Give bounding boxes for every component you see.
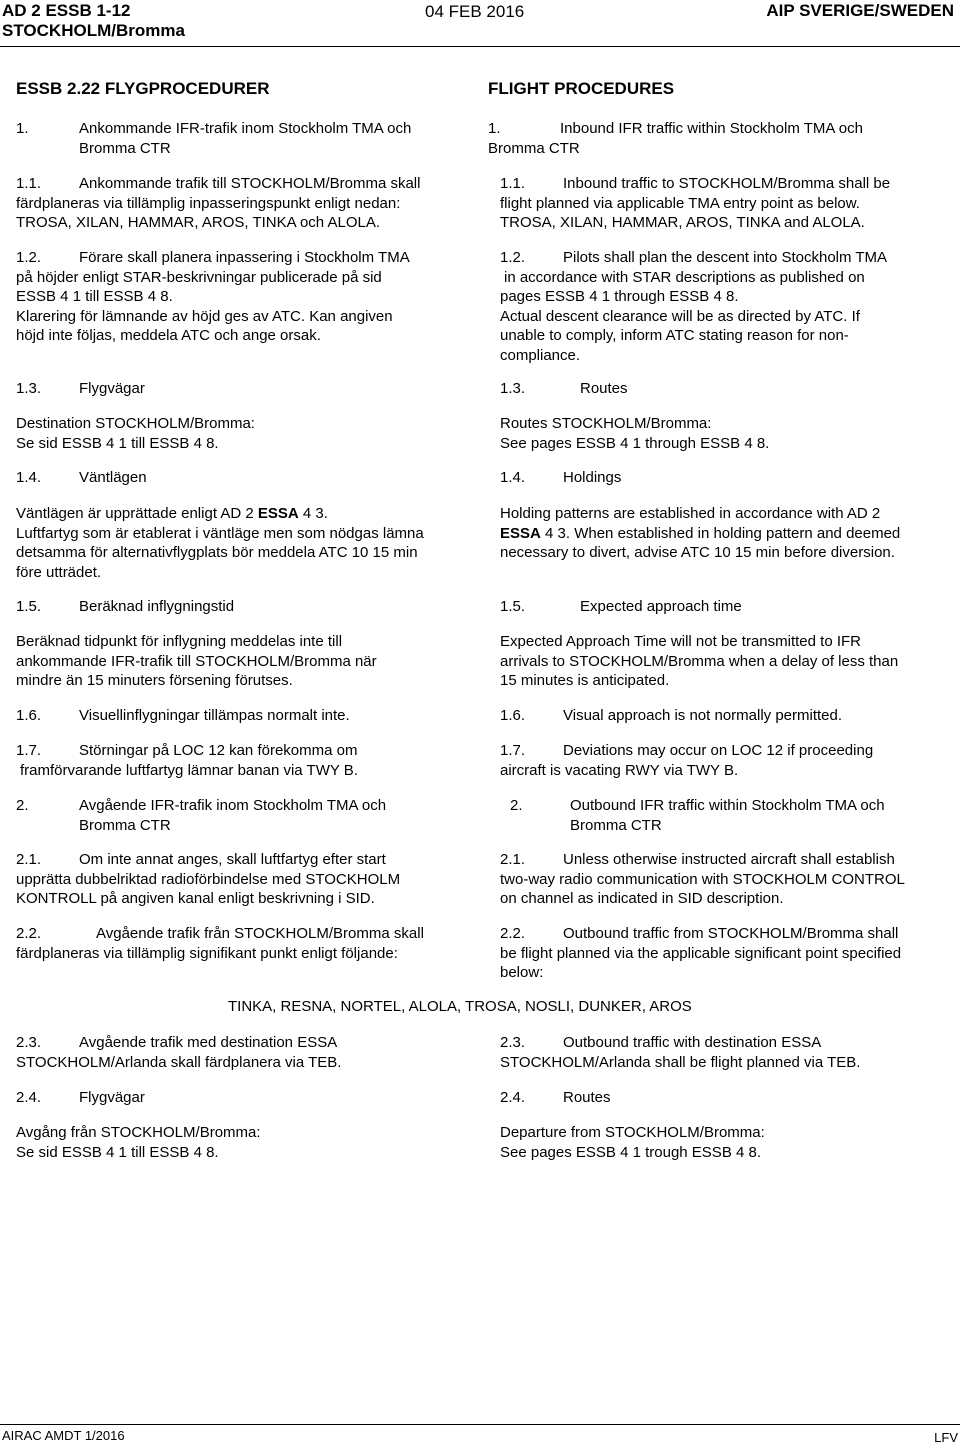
paragraph-text: two-way radio communication with STOCKHOLM CONTROL [500,870,905,888]
en-section-1-1 [500,174,890,233]
paragraph-text: Se sid ESSB 4 1 till ESSB 4 8. [16,434,219,452]
section-number: 1.6. [16,707,42,724]
paragraph-text: pages ESSB 4 1 through ESSB 4 8. [500,288,739,305]
footer-publisher: LFV [934,1430,958,1445]
section-heading: Outbound IFR traffic within Stockholm TMA och [570,797,885,814]
section-heading: Beräknad inflygningstid [79,598,235,615]
section-number: 2.4. [16,1089,42,1106]
en-section-1-5 [500,597,742,617]
paragraph-text: färdplaneras via tillämplig inpasseringspunkt enligt nedan: [16,194,401,212]
section-number: 1.7. [16,742,42,759]
en-section-1-2 [500,248,887,365]
sv-section-1-4 [16,468,147,488]
section-number: 1.2. [500,249,526,266]
sv-section-2 [16,796,386,835]
paragraph-text: Avgående trafik med destination ESSA [79,1034,338,1051]
text-run-bold: ESSA [500,524,541,542]
paragraph-text: in accordance with STAR descriptions as published on [504,268,865,286]
section-number: 2.3. [16,1034,42,1051]
paragraph-text: 15 minutes is anticipated. [500,672,670,689]
paragraph-text: Pilots shall plan the descent into Stockholm TMA [563,249,888,266]
paragraph-text: Avgång från STOCKHOLM/Bromma: [16,1124,261,1141]
en-section-1-5-body [500,632,898,691]
section-heading: Flygvägar [79,380,145,397]
en-section-1-4-body [500,504,900,563]
paragraph-text: Om inte annat anges, skall luftfartyg efter start [79,851,386,868]
section-number: 2. [16,797,29,814]
paragraph-text: ESSB 4 1 till ESSB 4 8. [16,288,173,305]
sv-section-1-6 [16,706,350,726]
paragraph-text: Actual descent clearance will be as directed by ATC. If [500,307,860,325]
en-section-1-3 [500,379,628,399]
paragraph-text: på höjder enligt STAR-beskrivningar publicerade på sid [16,268,382,286]
paragraph-text: Ankommande trafik till STOCKHOLM/Bromma skall [79,175,421,192]
en-section-1-7 [500,741,873,780]
en-section-2-4-body [500,1123,765,1162]
sv-section-1-4-body [16,504,424,582]
paragraph-text: Visuellinflygningar tillämpas normalt inte. [79,707,350,724]
paragraph-text: TROSA, XILAN, HAMMAR, AROS, TINKA och ALOLA. [16,214,381,231]
en-section-2-4 [500,1088,611,1108]
text-run: 4 3. [298,505,328,522]
paragraph-text: See pages ESSB 4 1 trough ESSB 4 8. [500,1143,762,1161]
section-heading: Ankommande IFR-trafik inom Stockholm TMA och [79,120,412,137]
paragraph-text: Visual approach is not normally permitted. [563,707,843,724]
en-section-1-4 [500,468,621,488]
sv-section-1-2 [16,248,410,346]
sv-section-1-1 [16,174,420,233]
paragraph-text: Expected Approach Time will not be transmitted to IFR [500,633,862,650]
section-heading: Väntlägen [79,469,147,486]
page-header [0,0,960,44]
en-title: FLIGHT PROCEDURES [488,79,675,98]
footer-rule [0,1424,960,1425]
paragraph-text: KONTROLL på angiven kanal enligt beskrivning i SID. [16,890,375,907]
section-heading: Flygvägar [79,1089,145,1106]
sv-section-1 [16,119,411,158]
sv-section-1-5-body [16,632,377,691]
paragraph-text: STOCKHOLM/Arlanda shall be flight planned via TEB. [500,1053,861,1071]
paragraph-text: necessary to divert, advise ATC 10 15 min before diversion. [500,544,895,561]
section-number: 1.1. [500,175,526,192]
section-heading: Bromma CTR [488,139,580,157]
paragraph-text [500,524,900,544]
paragraph-text: Se sid ESSB 4 1 till ESSB 4 8. [16,1143,219,1161]
section-number: 1.5. [16,598,42,615]
paragraph-text: aircraft is vacating RWY via TWY B. [500,761,739,779]
paragraph-text: mindre än 15 minuters försening förutses. [16,672,293,689]
paragraph-text: arrivals to STOCKHOLM/Bromma when a delay of less than [500,652,899,670]
section-number: 1.6. [500,707,526,724]
section-number: 2.1. [16,851,42,868]
paragraph-text: färdplaneras via tillämplig signifikant punkt enligt följande: [16,944,398,962]
paragraph-text: detsamma för alternativflygplats bör meddela ATC 10 15 min [16,544,418,561]
section-heading: Bromma CTR [570,816,662,834]
sv-section-2-4 [16,1088,145,1108]
sv-section-1-3-body [16,414,255,453]
section-number: 1.3. [500,380,526,397]
sv-section-2-1 [16,850,400,909]
paragraph-text: unable to comply, inform ATC stating reason for non- [500,327,849,344]
paragraph-text: Departure from STOCKHOLM/Bromma: [500,1124,765,1141]
text-run-bold: ESSA [257,505,299,522]
paragraph-text: be flight planned via the applicable significant point specified [500,944,902,962]
paragraph-text: compliance. [500,346,581,364]
paragraph-text: ankommande IFR-trafik till STOCKHOLM/Bromma när [16,652,377,670]
en-section-2-3 [500,1033,860,1072]
paragraph-text: flight planned via applicable TMA entry point as below. [500,194,860,212]
paragraph-text: upprätta dubbelriktad radioförbindelse med STOCKHOLM [16,870,401,888]
paragraph-text [16,504,424,524]
header-page-ref: AD 2 ESSB 1-12 [2,1,131,20]
paragraph-text: below: [500,964,544,981]
section-number: 1.4. [500,469,526,486]
en-section-1 [488,119,863,158]
sv-section-2-2 [16,924,424,963]
paragraph-text: framförvarande luftfartyg lämnar banan via TWY B. [20,761,358,779]
section-number: 1.5. [500,598,526,615]
section-heading: Holdings [563,469,622,486]
header-publication: AIP SVERIGE/SWEDEN [766,1,954,20]
paragraph-text: Klarering för lämnande av höjd ges av ATC. Kan angiven [16,307,393,325]
section-number: 2.2. [16,925,42,942]
paragraph-text: Förare skall planera inpassering i Stockholm TMA [79,249,410,266]
section-heading: Avgående IFR-trafik inom Stockholm TMA och [79,797,387,814]
paragraph-text: Unless otherwise instructed aircraft shall establish [563,851,895,868]
section-heading: Bromma CTR [79,139,171,157]
section-number: 1.4. [16,469,42,486]
paragraph-text: Holding patterns are established in accordance with AD 2 [500,505,881,522]
paragraph-text: Beräknad tidpunkt för inflygning meddelas inte till [16,633,343,650]
section-number: 2. [510,797,523,814]
paragraph-text: Outbound traffic from STOCKHOLM/Bromma shall [563,925,899,942]
section-number: 2.3. [500,1034,526,1051]
section-number: 1. [488,120,501,137]
section-number: 1. [16,120,29,137]
sv-title: ESSB 2.22 FLYGPROCEDURER [16,79,270,98]
sv-section-2-3 [16,1033,341,1072]
paragraph-text: See pages ESSB 4 1 through ESSB 4 8. [500,434,770,452]
en-section-2-2 [500,924,901,983]
paragraph-text: Destination STOCKHOLM/Bromma: [16,415,255,432]
en-section-1-6 [500,706,842,726]
paragraph-text: Luftfartyg som är etablerat i väntläge men som nödgas lämna [16,524,424,542]
paragraph-text: Inbound traffic to STOCKHOLM/Bromma shall be [563,175,891,192]
sv-section-1-3 [16,379,145,399]
section-heading: Bromma CTR [79,816,171,834]
sv-section-1-7 [16,741,358,780]
paragraph-text: Outbound traffic with destination ESSA [563,1034,822,1051]
header-date: 04 FEB 2016 [425,2,525,21]
paragraph-text: Störningar på LOC 12 kan förekomma om [79,742,358,759]
section-heading: Inbound IFR traffic within Stockholm TMA och [560,120,863,137]
section-number: 1.7. [500,742,526,759]
section-heading: Routes [580,380,628,397]
text-run: 4 3. When established in holding pattern and deemed [540,524,901,542]
paragraph-text: Avgående trafik från STOCKHOLM/Bromma skall [96,925,424,942]
sv-section-1-5 [16,597,234,617]
section-number: 2.2. [500,925,526,942]
section-number: 1.3. [16,380,42,397]
header-doc-id [2,1,185,41]
section-heading: Expected approach time [580,598,742,615]
paragraph-text: Deviations may occur on LOC 12 if proceeding [563,742,874,759]
paragraph-text: STOCKHOLM/Arlanda skall färdplanera via TEB. [16,1053,342,1071]
paragraph-text: före utträdet. [16,563,102,581]
paragraph-text: on channel as indicated in SID description. [500,890,784,907]
paragraph-text: Routes STOCKHOLM/Bromma: [500,415,712,432]
section-heading: Routes [563,1089,611,1106]
section-number: 1.2. [16,249,42,266]
en-section-2-1 [500,850,905,909]
paragraph-text: höjd inte följas, meddela ATC och ange orsak. [16,327,321,344]
header-rule [0,46,960,47]
footer-amendment: AIRAC AMDT 1/2016 [2,1428,125,1443]
sv-section-2-4-body [16,1123,261,1162]
text-run: Väntlägen är upprättade enligt AD 2 [16,505,258,522]
paragraph-text: TROSA, XILAN, HAMMAR, AROS, TINKA and ALOLA. [500,214,865,231]
header-aerodrome: STOCKHOLM/Bromma [2,21,185,40]
section-number: 2.4. [500,1089,526,1106]
en-section-2 [510,796,885,835]
section-number: 2.1. [500,851,526,868]
en-section-1-3-body [500,414,769,453]
section-number: 1.1. [16,175,42,192]
significant-points-list: TINKA, RESNA, NORTEL, ALOLA, TROSA, NOSLI, DUNKER, AROS [228,998,692,1015]
